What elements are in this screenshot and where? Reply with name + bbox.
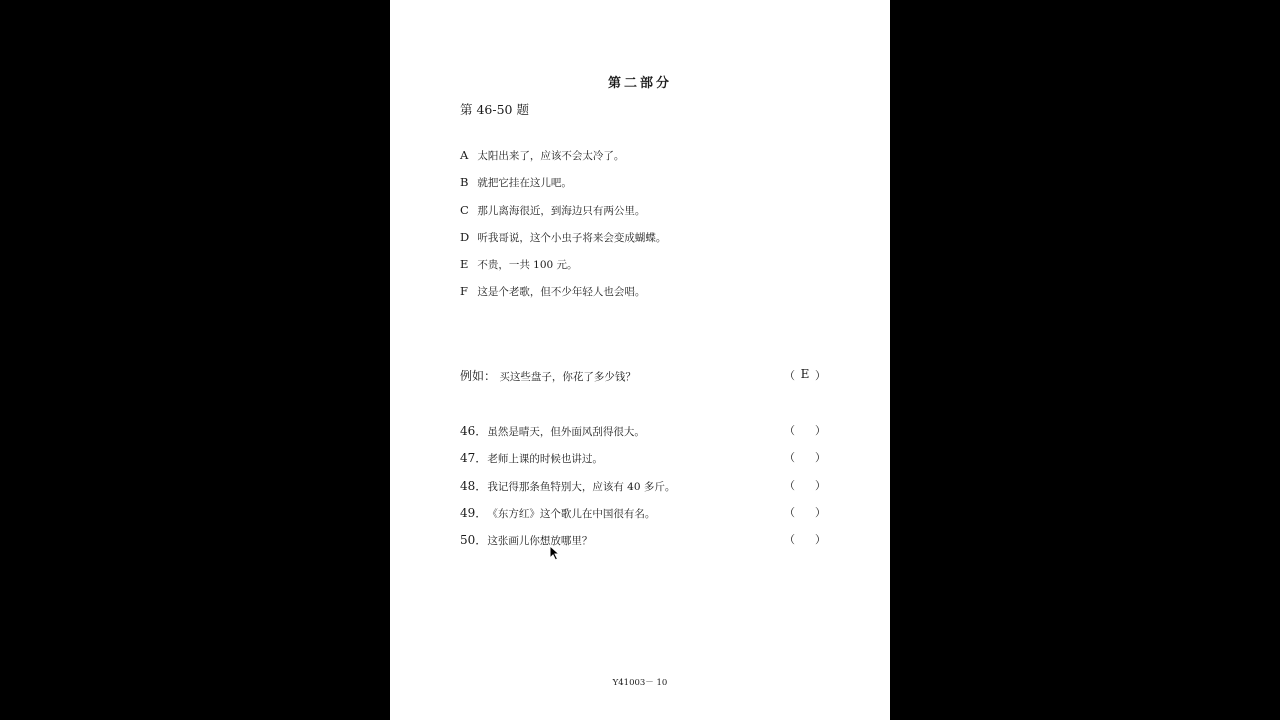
- option-text: 听我哥说，这个小虫子将来会变成蝴蝶。: [477, 231, 667, 244]
- option-a: [460, 148, 666, 175]
- example-question: [460, 367, 826, 384]
- question-49: [460, 504, 826, 531]
- question-list: [460, 422, 826, 558]
- option-text: 那儿离海很近，到海边只有两公里。: [477, 204, 646, 217]
- option-b: [460, 175, 666, 202]
- option-letter: D: [460, 229, 470, 244]
- paren-right: ）: [815, 424, 826, 437]
- question-range-title: 第 46-50 题: [460, 102, 529, 117]
- paren-right: ）: [815, 533, 826, 547]
- mouse-pointer-icon: [549, 545, 561, 561]
- page-footer: Y41003－ 10: [612, 678, 668, 688]
- question-number: 48．: [460, 478, 488, 493]
- paren-left: （: [784, 424, 795, 437]
- question-text: 老师上课的时候也讲过。: [487, 453, 603, 466]
- option-letter: A: [460, 148, 469, 162]
- option-e: [460, 257, 666, 284]
- question-text: 虽然是晴天，但外面风刮得很大。: [487, 426, 645, 438]
- paren-left: （: [784, 533, 795, 547]
- paren-left: （: [784, 369, 795, 382]
- paren-right: ）: [815, 369, 826, 382]
- question-text: 我记得那条鱼特别大，应该有 40 多斤。: [487, 480, 676, 493]
- question-number: 46．: [460, 424, 488, 438]
- paren-right: ）: [815, 505, 826, 519]
- section-title: 第二部分: [607, 76, 672, 91]
- question-number: 50．: [460, 533, 488, 548]
- question-50: [460, 531, 826, 558]
- paren-left: （: [784, 451, 795, 465]
- question-text: 《东方红》这个歌儿在中国很有名。: [487, 507, 656, 520]
- question-text: 这张画儿你想放哪里？: [487, 535, 593, 548]
- option-letter: E: [460, 257, 469, 272]
- paren-left: （: [784, 505, 795, 519]
- example-label: 例如：: [460, 369, 497, 383]
- option-text: 这是个老歌，但不少年轻人也会唱。: [477, 286, 646, 299]
- answer-options: [460, 148, 666, 312]
- option-f: [460, 284, 666, 311]
- option-letter: B: [460, 175, 469, 190]
- option-text: 就把它挂在这儿吧。: [477, 177, 572, 190]
- question-47: [460, 449, 826, 476]
- option-letter: C: [460, 202, 469, 217]
- example-text: 买这些盘子，你花了多少钱？: [499, 371, 636, 383]
- question-46: [460, 422, 826, 449]
- paren-left: （: [784, 478, 795, 492]
- document-page: [390, 0, 890, 720]
- option-d: [460, 230, 666, 257]
- option-c: [460, 203, 666, 230]
- option-text: 太阳出来了，应该不会太冷了。: [477, 150, 625, 162]
- example-answer: E: [800, 367, 810, 381]
- question-48: [460, 477, 826, 504]
- question-number: 49．: [460, 505, 488, 520]
- question-number: 47．: [460, 451, 488, 466]
- paren-right: ）: [815, 451, 826, 465]
- option-letter: F: [460, 284, 468, 299]
- paren-right: ）: [815, 478, 826, 492]
- option-text: 不贵，一共 100 元。: [477, 259, 578, 272]
